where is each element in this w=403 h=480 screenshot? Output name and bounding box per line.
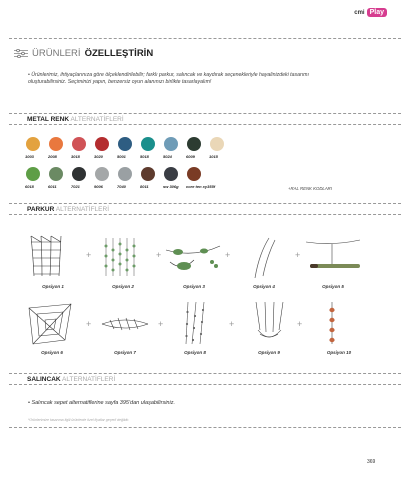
option8-illustration: [180, 300, 210, 346]
color-code-label: 5024: [163, 154, 172, 159]
option-label: Opsiyon 6: [41, 350, 63, 355]
option6-illustration: [25, 300, 75, 346]
option5-illustration: [304, 238, 364, 278]
color-code-label: core ten xy355f: [186, 184, 216, 189]
parkur-section-header: [9, 203, 401, 215]
salincak-title-bold: SALINCAK: [27, 376, 61, 383]
option7-illustration: [100, 312, 150, 336]
option3-illustration: [164, 242, 224, 274]
option-label: Opsiyon 10: [326, 350, 352, 355]
color-swatch: [118, 137, 132, 151]
option-label: Opsiyon 4: [253, 284, 275, 289]
salincak-section-header: [9, 373, 401, 385]
color-code-label: 8011: [140, 184, 149, 189]
ral-note: +RAL RENK KODLARI: [288, 186, 332, 191]
color-code-label: 1003: [25, 154, 34, 159]
color-swatch: [72, 137, 86, 151]
color-code-label: 7040: [117, 184, 126, 189]
option9-illustration: [252, 300, 288, 346]
option4-illustration: [249, 236, 279, 280]
color-swatch: [49, 137, 63, 151]
salincak-title-thin: ALTERNATİFLERİ: [62, 376, 116, 383]
intro-text: • Ürünlerimiz, ihtiyaçlarınıza göre ölçeklendirilebilir; farklı parkur, salıncak ve kaydırak seçenekleriyle hayalinizdeki tasarımı oluşturabilirsiniz. Seçiminizi yapın, benzersiz oyun alanınızı birlikte tasarlayalım!: [28, 72, 309, 85]
metal-title-thin: ALTERNATİFLERİ: [70, 116, 124, 123]
option-label: Opsiyon 9: [258, 350, 280, 355]
color-swatch: [49, 167, 63, 181]
plus-sign: +: [86, 250, 92, 260]
footnote: *Ürünlerimize tasarıma ilgili ürünlerde özel fiyatlar geçerli değildir.: [28, 418, 130, 422]
content-panel: [9, 38, 401, 428]
color-code-label: 9006: [94, 184, 103, 189]
color-code-label: 5018: [140, 154, 149, 159]
brand-prefix: cmi: [354, 9, 365, 16]
color-swatch: [187, 137, 201, 151]
brand-logo: [354, 8, 387, 17]
color-code-label: 2008: [48, 154, 57, 159]
color-swatch: [118, 167, 132, 181]
plus-sign: +: [225, 250, 231, 260]
plus-sign: +: [86, 319, 92, 329]
color-swatch: [187, 167, 201, 181]
color-code-label: 3020: [94, 154, 103, 159]
plus-sign: +: [229, 319, 235, 329]
option-label: Opsiyon 3: [183, 284, 205, 289]
color-code-label: 5001: [117, 154, 126, 159]
color-swatch: [26, 167, 40, 181]
option-label: Opsiyon 2: [112, 284, 134, 289]
color-code-label: 7021: [71, 184, 80, 189]
color-swatch: [95, 167, 109, 181]
title-bold: ÖZELLEŞTİRİN: [84, 48, 154, 59]
brand-mark: Play: [367, 8, 387, 17]
option-label: Opsiyon 1: [42, 284, 64, 289]
color-code-label: 6011: [48, 184, 57, 189]
option1-illustration: [28, 234, 68, 278]
parkur-title-bold: PARKUR: [27, 206, 55, 213]
color-swatch: [72, 167, 86, 181]
option-label: Opsiyon 5: [322, 284, 344, 289]
metal-title-bold: METAL RENK: [27, 116, 70, 123]
option-label: Opsiyon 8: [184, 350, 206, 355]
title-thin: ÜRÜNLERİ: [32, 48, 81, 59]
color-code-label: sw 306g: [163, 184, 179, 189]
plus-sign: +: [295, 250, 301, 260]
salincak-note: • Salıncak sepet alternatiflerine sayfa 395'dan ulaşabilirsiniz.: [28, 400, 175, 406]
color-swatch: [164, 167, 178, 181]
color-code-label: 6009: [186, 154, 195, 159]
color-swatch: [210, 137, 224, 151]
color-swatch: [95, 137, 109, 151]
settings-sliders-icon: [14, 49, 28, 58]
color-code-label: 6018: [25, 184, 34, 189]
color-swatch: [141, 137, 155, 151]
option2-illustration: [101, 236, 141, 280]
color-swatch: [164, 137, 178, 151]
parkur-title-thin: ALTERNATİFLERİ: [55, 206, 109, 213]
option10-illustration: [322, 300, 342, 346]
color-swatch: [26, 137, 40, 151]
page-title: [14, 48, 153, 59]
color-code-label: 3018: [71, 154, 80, 159]
plus-sign: +: [297, 319, 303, 329]
metal-section-header: [9, 113, 401, 125]
option-label: Opsiyon 7: [114, 350, 136, 355]
color-swatch: [141, 167, 155, 181]
page-number: 369: [367, 459, 376, 465]
color-code-label: 1015: [209, 154, 218, 159]
plus-sign: +: [158, 319, 164, 329]
plus-sign: +: [156, 250, 162, 260]
